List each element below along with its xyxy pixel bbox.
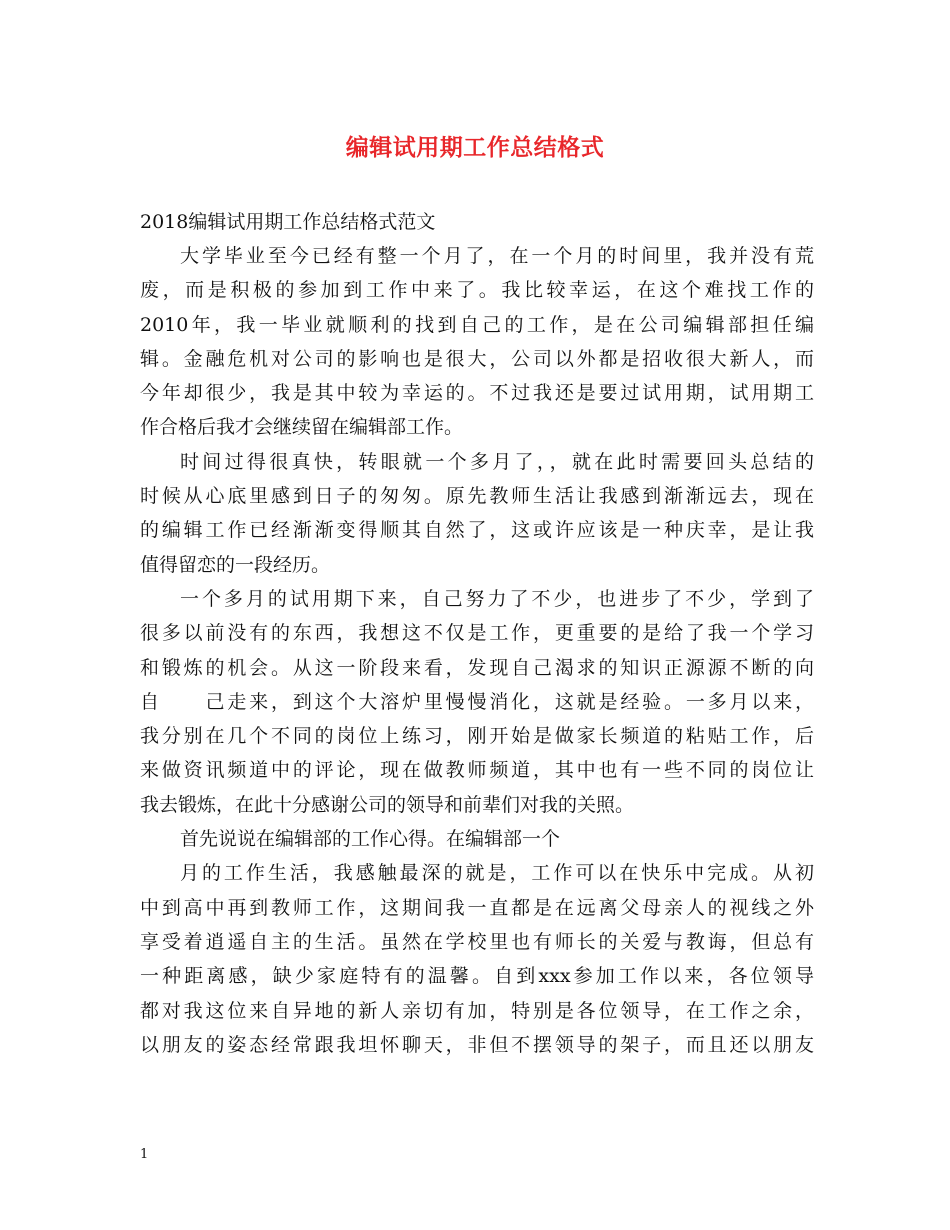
body-line: 值得留恋的一段经历。 xyxy=(140,553,331,576)
body-line: 废，而是积极的参加到工作中来了。我比较幸运，在这个难找工作的 xyxy=(140,279,814,302)
body-line: 作合格后我才会继续留在编辑部工作。 xyxy=(140,416,464,439)
body-line: 享受着逍遥自主的生活。虽然在学校里也有师长的关爱与教诲，但总有 xyxy=(140,930,814,953)
body-line: 首先说说在编辑部的工作心得。在编辑部一个 xyxy=(180,828,561,851)
body-line: 一个多月的试用期下来，自己努力了不少，也进步了不少，学到了 xyxy=(180,587,814,610)
body-line: 我去锻炼，在此十分感谢公司的领导和前辈们对我的关照。 xyxy=(140,793,635,816)
body-line: 2010年，我一毕业就顺利的找到自己的工作，是在公司编辑部担任编 xyxy=(140,313,814,336)
body-line: 时间过得很真快，转眼就一个多月了，，就在此时需要回头总结的 xyxy=(180,450,814,473)
body-line: 月的工作生活，我感触最深的就是，工作可以在快乐中完成。从初 xyxy=(180,862,814,885)
body-line: 中到高中再到教师工作，这期间我一直都是在远离父母亲人的视线之外 xyxy=(140,896,814,919)
body-line: 很多以前没有的东西，我想这不仅是工作，更重要的是给了我一个学习 xyxy=(140,622,814,645)
body-line: 都对我这位来自异地的新人亲切有加，特别是各位领导，在工作之余， xyxy=(140,999,814,1022)
body-line: 我分别在几个不同的岗位上练习，刚开始是做家长频道的粘贴工作，后 xyxy=(140,725,814,748)
body-line: 来做资讯频道中的评论，现在做教师频道，其中也有一些不同的岗位让 xyxy=(140,759,814,782)
body-line: 以朋友的姿态经常跟我坦怀聊天，非但不摆领导的架子，而且还以朋友 xyxy=(140,1033,814,1056)
body-line: 大学毕业至今已经有整一个月了，在一个月的时间里，我并没有荒 xyxy=(180,245,814,267)
body-line: 的编辑工作已经渐渐变得顺其自然了，这或许应该是一种庆幸，是让我 xyxy=(140,519,814,542)
body-line: 一种距离感，缺少家庭特有的温馨。自到xxx参加工作以来，各位领导 xyxy=(140,965,814,988)
document-subtitle: 2018编辑试用期工作总结格式范文 xyxy=(140,211,436,233)
document-title: 编辑试用期工作总结格式 xyxy=(345,134,605,161)
body-line: 和锻炼的机会。从这一阶段来看，发现自己渴求的知识正源源不断的向 xyxy=(140,656,814,679)
body-line: 自 己走来，到这个大溶炉里慢慢消化，这就是经验。一多月以来， xyxy=(140,690,814,713)
body-line: 时候从心底里感到日子的匆匆。原先教师生活让我感到渐渐远去，现在 xyxy=(140,485,814,508)
body-line: 今年却很少，我是其中较为幸运的。不过我还是要过试用期，试用期工 xyxy=(140,382,814,405)
page-number: 1 xyxy=(140,1147,149,1162)
document-body xyxy=(140,239,814,1062)
body-line: 辑。金融危机对公司的影响也是很大，公司以外都是招收很大新人，而 xyxy=(140,347,814,370)
